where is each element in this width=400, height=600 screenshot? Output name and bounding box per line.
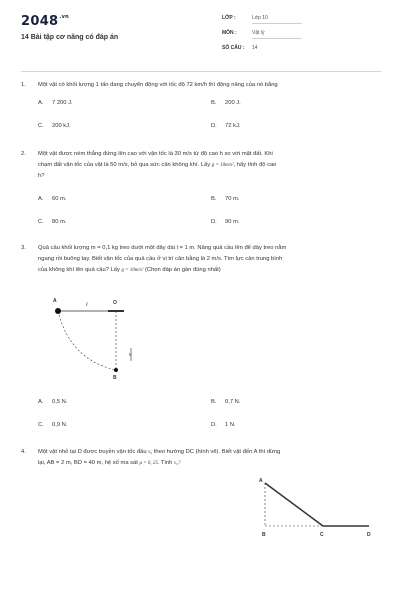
question-text-line-2a: chạm đất vận tốc của vật là 50 m/s, bỏ qua sức cản không khí. Lấy — [38, 162, 211, 168]
label-o: O — [113, 300, 117, 306]
option-d[interactable] — [211, 422, 236, 428]
option-text: 200 J. — [225, 100, 241, 106]
label-b: B — [113, 375, 117, 381]
option-text: 60 m. — [52, 196, 67, 202]
meta-underline — [252, 23, 302, 24]
option-b[interactable] — [211, 100, 241, 106]
option-text: 0,9 N. — [52, 422, 68, 428]
question-3-line-2 — [38, 254, 282, 265]
option-text: 70 m. — [225, 196, 240, 202]
option-b[interactable] — [211, 399, 240, 405]
slope-ac — [265, 483, 323, 526]
meta-underline — [252, 38, 302, 39]
option-key: D. — [211, 422, 217, 428]
question-number: 3. — [21, 245, 26, 251]
meta-class-value: Lớp 10 — [252, 15, 268, 21]
site-logo[interactable] — [21, 14, 69, 29]
option-text: 80 m. — [52, 219, 67, 225]
option-key: A. — [38, 100, 44, 106]
question-text-line-1: Một vật được ném thẳng đứng lên cao với vận tốc là 30 m/s từ độ cao h so với mặt đất. Khi — [38, 151, 273, 157]
question-text: Một vật có khối lượng 1 tấn đang chuyển động với tốc độ 72 km/h thì động năng của nó bằng — [38, 82, 278, 88]
question-text-line-2: ngang rồi buông tay. Biết vận tốc của quả cầu ở vị trí cân bằng là 2 m/s. Tìm lực cản trung bình — [38, 256, 283, 262]
question-text-line-1a: Một vật nhỏ tại D được truyền vận tốc đầu — [38, 449, 147, 455]
logo-text: 2048 — [21, 14, 59, 29]
logo-suffix: .vn — [59, 14, 70, 20]
option-key: A. — [38, 399, 44, 405]
question-text-line-3a: của không khí lên quả cầu? Lấy — [38, 267, 120, 273]
option-key: C. — [38, 123, 44, 129]
ball-a — [55, 308, 61, 314]
pendulum-figure — [40, 290, 150, 390]
option-a[interactable] — [38, 399, 67, 405]
question-text-line-1 — [38, 447, 383, 458]
question-text-line-1: Quả cầu khối lượng m = 0,1 kg treo dưới một dây dài l = 1 m. Nâng quả cầu lên để dây treo nằm — [38, 245, 287, 251]
label-a: A — [53, 298, 57, 304]
label-v: v — [129, 352, 132, 358]
option-text: 200 kJ. — [52, 123, 71, 129]
friction-formula: μ = 0, 25. — [139, 461, 160, 466]
arc-path — [58, 311, 116, 370]
question-4-line-2 — [38, 458, 180, 469]
meta-subject-label: MÔN : — [222, 30, 237, 36]
option-key: D. — [211, 219, 217, 225]
question-number: 4. — [21, 449, 26, 455]
option-b[interactable] — [211, 196, 240, 202]
incline-figure — [250, 475, 385, 545]
question-3-line-3 — [38, 265, 221, 276]
header-divider — [21, 71, 381, 72]
option-key: C. — [38, 219, 44, 225]
question-text-line-2a: lại, AB = 2 m, BD = 40 m, hệ số ma sát — [38, 460, 138, 466]
option-key: A. — [38, 196, 44, 202]
question-text-line-3b: (Chọn đáp án gần đúng nhất) — [144, 267, 221, 273]
ball-b — [114, 368, 118, 372]
option-text: 0,7 N. — [225, 399, 241, 405]
gravity-formula: g = 10m/s² — [121, 268, 144, 273]
option-key: B. — [211, 100, 217, 106]
document-title: 14 Bài tập cơ năng có đáp án — [21, 34, 119, 41]
option-c[interactable] — [38, 219, 67, 225]
option-c[interactable] — [38, 422, 67, 428]
initial-velocity: v₀ — [148, 450, 153, 455]
option-key: D. — [211, 123, 217, 129]
question-text-line-1b: theo hướng DC (hình vẽ). Biết vật đến A thì dừng — [153, 449, 281, 455]
option-a[interactable] — [38, 196, 67, 202]
question-number: 2. — [21, 151, 26, 157]
option-d[interactable] — [211, 123, 240, 129]
gravity-formula: g = 10m/s² — [211, 163, 234, 168]
option-key: B. — [211, 399, 217, 405]
label-a: A — [259, 478, 263, 484]
meta-count-value: 14 — [252, 45, 258, 51]
option-text: 0,5 N. — [52, 399, 68, 405]
option-text: 72 kJ. — [225, 123, 241, 129]
label-b: B — [262, 532, 266, 538]
question-text-line-2b: Tính — [160, 460, 173, 466]
option-a[interactable] — [38, 100, 73, 106]
label-c: C — [320, 532, 324, 538]
question-2-line-3 — [38, 171, 44, 182]
document-header — [0, 0, 400, 64]
option-key: C. — [38, 422, 44, 428]
initial-velocity-question: v₀? — [174, 461, 181, 466]
question-text-line-2b: , hãy tính độ cao — [233, 162, 277, 168]
question-text-line-3: h? — [38, 173, 45, 179]
option-c[interactable] — [38, 123, 71, 129]
meta-subject-value: Vật lý — [252, 30, 265, 36]
meta-count-label: SỐ CÂU : — [222, 45, 245, 51]
option-d[interactable] — [211, 219, 240, 225]
label-d: D — [367, 532, 371, 538]
meta-class-label: LỚP : — [222, 15, 236, 21]
label-l: ℓ — [86, 302, 88, 308]
option-key: B. — [211, 196, 217, 202]
question-2-line-2 — [38, 160, 276, 171]
option-text: 1 N. — [225, 422, 236, 428]
option-text: 90 m. — [225, 219, 240, 225]
question-number: 1. — [21, 82, 26, 88]
option-text: 7 200 J. — [52, 100, 73, 106]
